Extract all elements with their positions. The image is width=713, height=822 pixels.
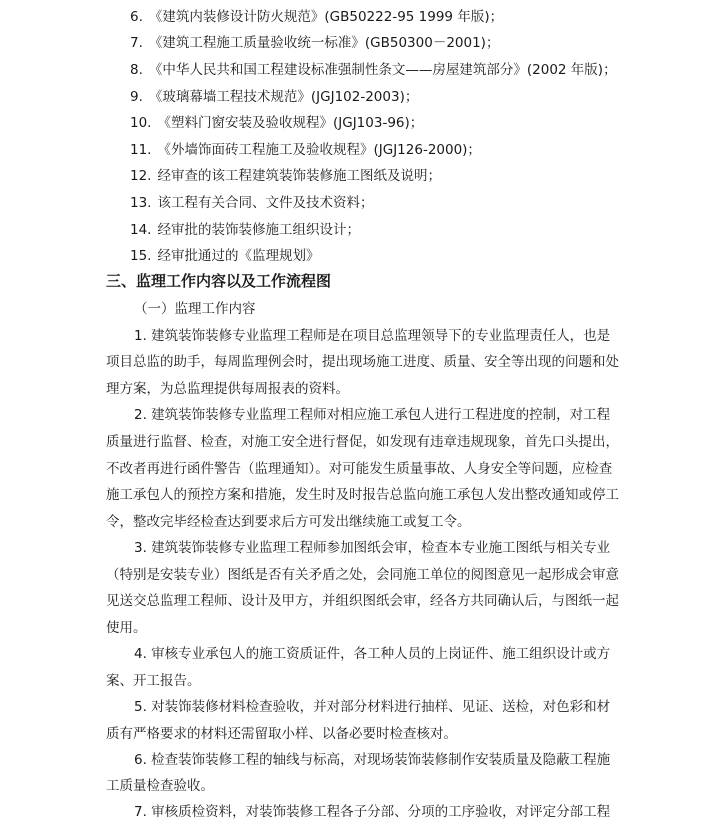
paragraph-line: 4. 审核专业承包人的施工资质证件，各工种人员的上岗证件、施工组织设计或方 (134, 646, 611, 662)
paragraph-line: 质量进行监督、检查，对施工安全进行督促，如发现有违章违规现象，首先口头提出， (106, 434, 619, 450)
paragraph-line: 质有严格要求的材料还需留取小样、以备必要时检查核对。 (106, 726, 457, 742)
paragraph-line: （特别是安装专业）图纸是否有关矛盾之处，会同施工单位的阅图意见一起形成会审意 (106, 567, 619, 583)
reference-item: 11. 《外墙饰面砖工程施工及验收规程》(JGJ126-2000)； (130, 142, 481, 158)
paragraph-line: 见送交总监理工程师、设计及甲方，并组织图纸会审，经各方共同确认后，与图纸一起 (106, 593, 619, 609)
reference-item: 10. 《塑料门窗安装及验收规程》(JGJ103-96)； (130, 115, 424, 131)
paragraph-line: 令，整改完毕经检查达到要求后方可发出继续施工或复工令。 (106, 514, 471, 530)
paragraph-line: 3. 建筑装饰装修专业监理工程师参加图纸会审，检查本专业施工图纸与相关专业 (134, 540, 611, 556)
paragraph-line: 5. 对装饰装修材料检查验收，并对部分材料进行抽样、见证、送检，对色彩和材 (134, 699, 611, 715)
paragraph-line: 不改者再进行函件警告（监理通知）。对可能发生质量事故、人身安全等问题，应检查 (106, 461, 613, 477)
paragraph-line: 6. 检查装饰装修工程的轴线与标高，对现场装饰装修制作安装质量及隐蔽工程施 (134, 752, 611, 768)
paragraph-line: 使用。 (106, 620, 147, 636)
reference-item: 8. 《中华人民共和国工程建设标准强制性条文——房屋建筑部分》(2002 年版)； (130, 62, 617, 78)
reference-item: 15. 经审批通过的《监理规划》 (130, 248, 320, 264)
reference-item: 6. 《建筑内装修设计防火规范》(GB50222-95 1999 年版)； (130, 9, 504, 25)
paragraph-line: 7. 审核质检资料，对装饰装修工程各子分部、分项的工序验收，对评定分部工程 (134, 804, 611, 820)
paragraph-line: 项目总监的助手，每周监理例会时，提出现场施工进度、质量、安全等出现的问题和处 (106, 354, 619, 370)
paragraph-line: 施工承包人的预控方案和措施，发生时及时报告总监向施工承包人发出整改通知或停工 (106, 487, 619, 503)
paragraph-line: 理方案，为总监理提供每周报表的资料。 (106, 381, 349, 397)
reference-item: 12. 经审查的该工程建筑装饰装修施工图纸及说明； (130, 168, 441, 184)
subsection-heading: （一）监理工作内容 (134, 301, 256, 317)
section-heading: 三、监理工作内容以及工作流程图 (106, 272, 332, 290)
reference-item: 14. 经审批的装饰装修施工组织设计； (130, 222, 360, 238)
paragraph-line: 2. 建筑装饰装修专业监理工程师对相应施工承包人进行工程进度的控制，对工程 (134, 407, 611, 423)
reference-item: 7. 《建筑工程施工质量验收统一标准》(GB50300－2001)； (130, 35, 500, 51)
reference-item: 9. 《玻璃幕墙工程技术规范》(JGJ102-2003)； (130, 89, 419, 105)
paragraph-line: 工质量检查验收。 (106, 778, 214, 794)
paragraph-line: 1. 建筑装饰装修专业监理工程师是在项目总监理领导下的专业监理责任人，也是 (134, 328, 611, 344)
reference-item: 13. 该工程有关合同、文件及技术资料； (130, 195, 374, 211)
paragraph-line: 案、开工报告。 (106, 673, 201, 689)
